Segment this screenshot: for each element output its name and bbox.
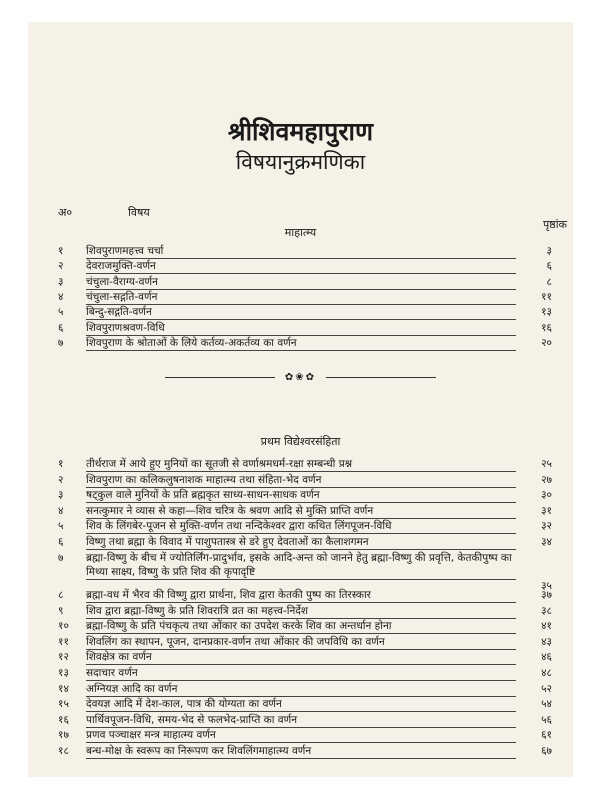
entry-title: पार्थिवपूजन-विधि, समय-भेद से फलभेद-प्राप्ति का वर्णन — [86, 713, 516, 728]
entry-title: शिवपुराण का कलिकलुषनाशक माहात्म्य तथा संहिता-भेद वर्णन — [86, 473, 516, 488]
page-title: श्रीशिवमहापुराण — [227, 117, 374, 146]
entry-title: शिवपुराणश्रवण-विधि — [86, 321, 516, 336]
entry-number: ४ — [58, 504, 64, 517]
entry-number: ५ — [58, 520, 64, 533]
entry-page-number: ४८ — [541, 667, 552, 680]
entry-page-number: ३२ — [541, 520, 552, 533]
entry-page-number: ६ — [546, 260, 552, 273]
entry-page-number: ८ — [546, 275, 552, 288]
entry-title: ब्रह्मा-वध में भैरव की विष्णु द्वारा प्रार्थना, शिव द्वारा केतकी पुष्प का तिरस्कार — [86, 588, 516, 603]
entry-number: ११ — [58, 635, 69, 648]
entry-page-number: ३५ — [541, 579, 552, 592]
entry-number: १ — [58, 245, 64, 257]
entry-title: सनत्कुमार ने व्यास से कहा—शिव चरित्र के श्रवण आदि से मुक्ति प्राप्ति वर्णन — [86, 504, 516, 519]
entry-page-number: ६७ — [541, 745, 552, 758]
ornament-divider: ✿❀✿ — [28, 372, 573, 383]
entry-page-number: ११ — [541, 290, 552, 303]
book-page — [28, 22, 573, 777]
section-title-vidyeshvara: प्रथम विद्येश्वरसंहिता — [260, 435, 341, 448]
entry-title: तीर्थराज में आये हुए मुनियों का सूतजी से वर्णाश्रमधर्म-रक्षा सम्बन्धी प्रश्न — [86, 457, 516, 472]
entry-number: १८ — [58, 745, 69, 758]
entry-page-number: ३८ — [541, 604, 552, 617]
entry-title: षट्कुल वाले मुनियों के प्रति ब्रह्मकृत साध्य-साधन-साधक वर्णन — [86, 488, 516, 503]
entry-number: ३ — [58, 275, 64, 288]
entry-title: सदाचार वर्णन — [86, 666, 516, 681]
entry-number: १३ — [58, 667, 69, 680]
entry-page-number: ५४ — [541, 698, 552, 711]
entry-title: चंचुला-सद्गति-वर्णन — [86, 290, 516, 305]
entry-page-number: ३१ — [541, 504, 552, 517]
entry-number: १६ — [58, 713, 69, 726]
entry-title: प्रणव पञ्चाक्षर मन्त्र माहात्म्य वर्णन — [86, 728, 516, 743]
entry-number: १७ — [58, 729, 69, 742]
entry-number: २ — [58, 260, 64, 273]
entry-title: शिव द्वारा ब्रह्मा-विष्णु के प्रति शिवरात्रि व्रत का महत्त्व-निर्देश — [86, 604, 516, 619]
entry-number: ४ — [58, 290, 64, 303]
entry-title: शिव के लिंगबेर-पूजन से मुक्ति-वर्णन तथा नन्दिकेश्वर द्वारा कथित लिंगपूजन-विधि — [86, 519, 516, 534]
entry-page-number: ५२ — [541, 682, 552, 695]
entry-title: ब्रह्मा-विष्णु के बीच में ज्योतिर्लिंग-प्रादुर्भाव, इसके आदि-अन्त को जानने हेतु ब्रह्मा-विष्णु की प्रवृत्ति, केतकीपुष्प का मिथ्या साक्ष्य, विष्णु के प्रति शिव की कृपादृष्टि — [86, 551, 516, 580]
entry-number: ७ — [58, 336, 64, 349]
entry-title: बिन्दु-सद्गति-वर्णन — [86, 305, 516, 320]
entry-number: ५ — [58, 306, 64, 319]
entry-number: ६ — [58, 536, 64, 548]
entry-number: १२ — [58, 651, 69, 664]
section-title-mahatmya: माहात्म्य — [284, 226, 317, 239]
page-subtitle: विषयानुक्रमणिका — [235, 150, 366, 174]
entry-number: ३ — [58, 489, 64, 502]
entry-page-number: ३ — [546, 245, 552, 257]
entry-number: २ — [58, 473, 64, 486]
entry-title: देवयज्ञ आदि में देश-काल, पात्र की योग्यता का वर्णन — [86, 697, 516, 712]
entry-title: विष्णु तथा ब्रह्मा के विवाद में पाशुपतास्त्र से डरे हुए देवताओं का कैलाशगमन — [86, 535, 516, 550]
entry-page-number: ४३ — [541, 635, 552, 648]
entry-title: शिवपुराण के श्रोताओं के लिये कर्तव्य-अकर्तव्य का वर्णन — [86, 336, 516, 351]
entry-page-number: ३४ — [541, 536, 552, 548]
entry-number: १५ — [58, 698, 69, 711]
entry-title: देवराजमुक्ति-वर्णन — [86, 259, 516, 274]
column-header-number: अ० — [58, 206, 73, 219]
entry-number: ७ — [58, 551, 64, 564]
entry-page-number: २५ — [541, 458, 552, 470]
entry-number: १४ — [58, 682, 69, 695]
column-header-page: पृष्ठांक — [542, 218, 567, 231]
entry-page-number: १३ — [541, 306, 552, 319]
entry-title: शिवक्षेत्र का वर्णन — [86, 650, 516, 665]
entry-page-number: ५६ — [541, 713, 552, 726]
entry-page-number: २० — [541, 336, 552, 349]
entry-number: ९ — [58, 604, 64, 617]
entry-page-number: ३७ — [541, 589, 552, 602]
column-header-subject: विषय — [128, 206, 150, 219]
entry-page-number: २७ — [541, 473, 552, 486]
entry-title: बन्ध-मोक्ष के स्वरूप का निरूपण कर शिवलिंगमाहात्म्य वर्णन — [86, 744, 516, 759]
entry-number: ६ — [58, 321, 64, 334]
entry-page-number: ३० — [541, 489, 552, 502]
entry-page-number: ६१ — [541, 729, 552, 742]
entry-number: ८ — [58, 589, 64, 602]
entry-page-number: ४१ — [541, 620, 552, 633]
entry-page-number: ४६ — [541, 651, 552, 664]
entry-number: १० — [58, 620, 69, 633]
entry-page-number: १६ — [541, 321, 552, 334]
entry-title: चंचुला-वैराग्य-वर्णन — [86, 275, 516, 290]
entry-title: शिवलिंग का स्थापन, पूजन, दानप्रकार-वर्णन तथा ओंकार की जपविधि का वर्णन — [86, 635, 516, 650]
entry-title: ब्रह्मा-विष्णु के प्रति पंचकृत्य तथा ओंकार का उपदेश करके शिव का अन्तर्धान होना — [86, 619, 516, 634]
entry-number: १ — [58, 458, 64, 470]
entry-title: अग्नियज्ञ आदि का वर्णन — [86, 682, 516, 697]
entry-title: शिवपुराणमहत्त्व चर्चा — [86, 244, 516, 259]
